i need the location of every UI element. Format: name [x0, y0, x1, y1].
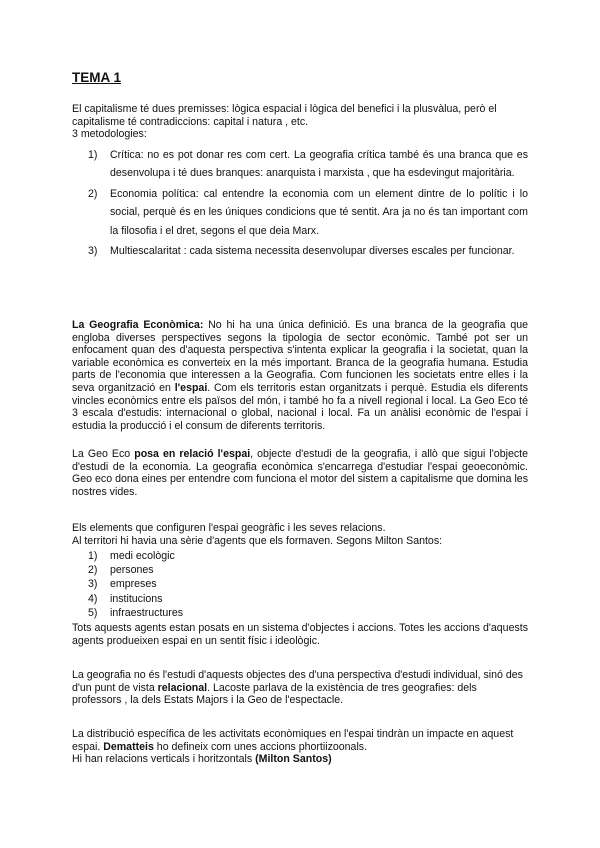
list-item-text: Economia política: cal entendre la economia com un element dintre de lo polític i lo social, perquè és en les úniques condicions que té sentit. Ara ja no és tan important com la filosofia i el dret, segons el que deia Marx. [110, 187, 528, 237]
agents-after-paragraph: Tots aquests agents estan posats en un sistema d'objectes i accions. Totes les accions d'aquests agents produeixen espai en un sentit físic i ideològic. [72, 622, 528, 647]
list-item-number: 1) [88, 149, 98, 161]
list-item-number: 2) [88, 187, 98, 200]
list-item [72, 606, 183, 620]
distribucio-text-b: ho defineix com unes accions phortiizoonals. [153, 740, 368, 753]
elements-line-1: Els elements que configuren l'espai geogràfic i les seves relacions. [72, 522, 386, 534]
geo-eco-text-b: . Com els territoris estan organitzats i perquè. Estudia els diferents vincles econòmics entre els països del món, i també ho fa a nivell regional i local. La Geo Eco té 3 escala d'estudis: internacional o global, nacional i local. Fa un anàlisi econòmic de l'espai i estudia la producció i el consum de diferents territoris. [72, 381, 528, 432]
list-item [72, 592, 183, 606]
intro-paragraph [72, 103, 528, 141]
geo-eco-paragraph [72, 319, 528, 432]
geo-eco-bold-espai: l'espai [174, 381, 208, 394]
list-item [72, 242, 528, 260]
methodologies-list [72, 146, 528, 262]
posa-text-b: , objecte d'estudi de la geografia, i allò que sigui l'objecte d'estudi de la economia. La geografia econòmica s'encarrega d'estudiar l'espai geoeconòmic. Geo eco dona eines per entendre com funciona el motor del sistem a capitalisme que domina les nostres vides. [72, 448, 528, 498]
list-item-number: 5) [88, 606, 98, 619]
geo-eco-heading: La Geografia Econòmica: [72, 319, 204, 331]
geo-eco-text-a: No hi ha una única definició. Es una branca de la geografia que engloba diverses perspectives segons la tipologia de sector econòmic. També pot ser un enfocament quan des d'aquesta perspectiva s'intenta explicar la geografia i la societat, quan la variable econòmica es converteix en la més important. Branca de la geografia humana. Estudia parts de l'economia que interessen a la Geografia. Com funcionen les societats entre elles i la seva organització en [72, 319, 528, 394]
relacional-paragraph [72, 669, 528, 707]
list-item-number: 3) [88, 578, 98, 591]
list-item [72, 563, 183, 577]
list-item-text: Crítica: no es pot donar res com cert. La geografia crítica també és una branca que es desenvolupa i té dues branques: anarquista i marxista , que ha esdevingut majoritària. [110, 149, 528, 180]
list-item-number: 1) [88, 550, 98, 562]
list-item [72, 146, 528, 183]
list-item [72, 577, 183, 591]
list-item-text: Multiescalaritat : cada sistema necessita desenvolupar diverses escales per funcionar. [110, 245, 515, 258]
agents-list [72, 549, 183, 620]
intro-line-2: 3 metodologies: [72, 128, 147, 141]
posa-bold: posa en relació l'espai [134, 448, 251, 460]
distribucio-text-a: La distribució específica de les activitats econòmiques en l'espai tindràn un impacte en aquest espai. [72, 728, 514, 753]
list-item-text: infraestructures [110, 606, 184, 619]
page-title: TEMA 1 [72, 70, 122, 85]
list-item [72, 549, 183, 563]
posa-relacio-paragraph [72, 448, 528, 498]
distribucio-line-2: Hi han relacions verticals i horitzontals [72, 753, 256, 766]
list-item-number: 2) [88, 564, 98, 577]
elements-paragraph [72, 522, 528, 547]
posa-text-a: La Geo Eco [72, 448, 135, 460]
list-item [72, 185, 528, 240]
distribucio-line-2-bold: (Milton Santos) [255, 753, 332, 766]
list-item-text: medi ecològic [110, 550, 175, 562]
relacional-bold: relacional [157, 681, 208, 694]
distribucio-paragraph [72, 728, 528, 766]
elements-line-2: Al territori hi havia una sèrie d'agents que els formaven. Segons Milton Santos: [72, 534, 443, 547]
list-item-number: 4) [88, 592, 98, 605]
list-item-text: empreses [110, 578, 157, 591]
relacional-text-b: . Lacoste parlava de la existència de tres geografies: dels professors , la dels Estats Majors i la Geo de l'espectacle. [72, 681, 477, 707]
list-item-number: 3) [88, 245, 98, 258]
list-item-text: institucions [110, 592, 163, 605]
intro-line-1: El capitalisme té dues premisses: lògica espacial i lògica del benefici i la plusvàlua, però el capitalisme té contradiccions: capital i natura , etc. [72, 103, 497, 128]
relacional-text-a: La geografia no és l'estudi d'aquests objectes des d'una perspectiva d'estudi individual, sinó des d'un punt de vista [72, 669, 523, 694]
distribucio-bold: Dematteis [103, 740, 154, 753]
list-item-text: persones [110, 564, 154, 577]
